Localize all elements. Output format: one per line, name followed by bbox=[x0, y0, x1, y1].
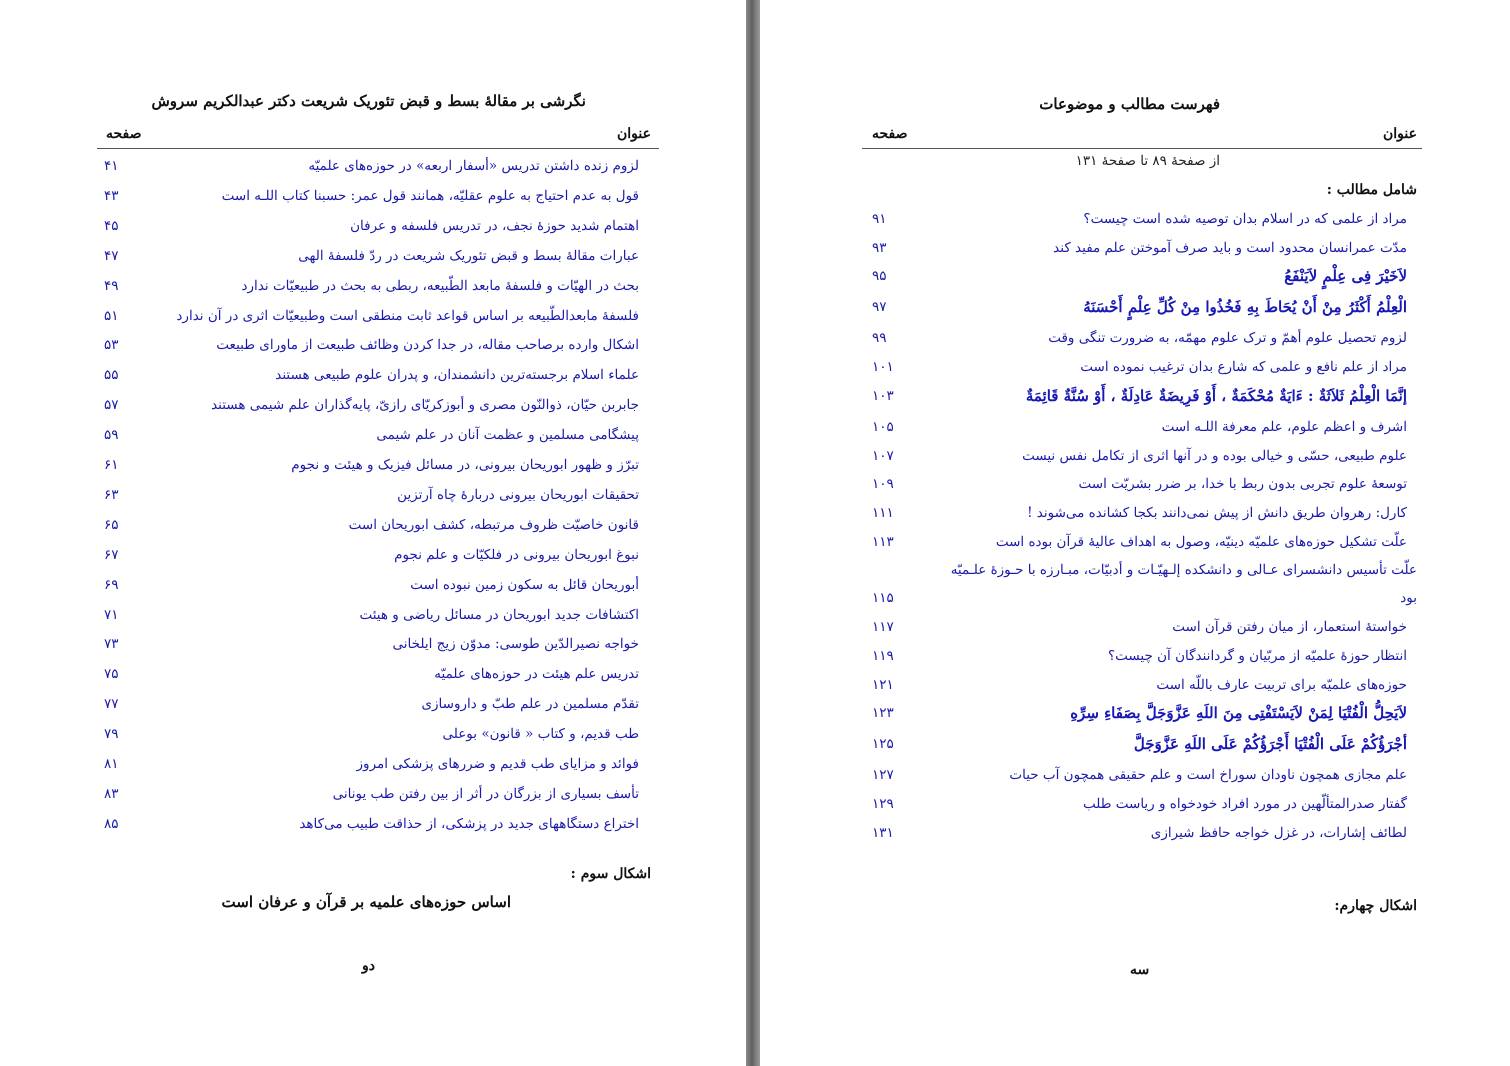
right-header-rule bbox=[862, 148, 1422, 149]
toc-entry-title: أجْرَؤُکُمْ عَلَى الْفُتْیَا أَجْرَؤُکُمْ عَلَى اللَهِ عَزَّوَجَلَّ bbox=[1133, 735, 1407, 754]
toc-entry-title: أبوریحان قائل به سکون زمین نبوده است bbox=[410, 576, 639, 593]
toc-entry-title: فوائد و مزایای طب قدیم و ضررهای پزشکی امروز bbox=[356, 756, 639, 772]
toc-entry-page-number: ۶۱ bbox=[104, 457, 119, 473]
left-section-label: اشکال سوم : bbox=[570, 866, 651, 882]
toc-entry-page-number: ۵۳ bbox=[104, 337, 119, 354]
right-toc-entry[interactable] bbox=[872, 762, 1407, 788]
toc-entry-page-number: ۷۹ bbox=[104, 726, 119, 743]
toc-entry-page-number: ۸۳ bbox=[104, 785, 119, 802]
right-toc-entry[interactable] bbox=[872, 672, 1407, 698]
toc-entry-page-number: ۸۱ bbox=[104, 756, 119, 772]
left-toc-entry[interactable] bbox=[104, 332, 639, 358]
left-section-title: اساس حوزه‌های علمیه بر قرآن و عرفان است bbox=[221, 893, 511, 911]
toc-entry-page-number: ۱۰۷ bbox=[872, 447, 894, 464]
toc-entry-page-number: ۴۱ bbox=[104, 158, 119, 174]
toc-entry-title: قانون خاصیّت ظروف مرتبطه، کشف ابوریحان است bbox=[348, 516, 639, 533]
left-toc-entry[interactable] bbox=[104, 482, 639, 508]
toc-entry-title: خواجه نصیرالدّین طوسی: مدوّن زیج ایلخانی bbox=[392, 636, 639, 653]
toc-entry-title: لاَخَیْرَ فِی عِلْمٍ لاَیَنْفَعُ bbox=[1284, 267, 1407, 286]
toc-entry-title: حوزه‌های علمیّه برای تربیت عارف باللّه است bbox=[1156, 676, 1407, 693]
toc-entry-title: اشکال وارده برصاحب مقاله، در جدا کردن وظائف طبیعت از ماورای طبیعت bbox=[216, 337, 639, 354]
right-toc-entry[interactable] bbox=[872, 643, 1407, 669]
toc-entry-page-number: ۱۰۳ bbox=[872, 387, 894, 404]
toc-entry-page-number: ۱۲۷ bbox=[872, 767, 894, 784]
toc-entry-title: قول به عدم احتیاج به علوم عقلیّه، همانند قول عمر: حسبنا کتاب اللـه است bbox=[221, 187, 639, 204]
right-col-title-header: عنوان bbox=[1383, 126, 1417, 142]
toc-entry-page-number: ۹۷ bbox=[872, 299, 887, 316]
left-toc-entry[interactable] bbox=[104, 392, 639, 418]
left-col-page-header: صفحه bbox=[106, 126, 142, 142]
right-col-page-header: صفحه bbox=[872, 126, 908, 142]
left-toc-entry[interactable] bbox=[104, 243, 639, 269]
toc-entry-page-number: ۹۱ bbox=[872, 211, 887, 227]
toc-entry-title: علّت تشکیل حوزه‌های علمیّه دینیّه، وصول به اهداف عالیهٔ قرآن بوده است bbox=[995, 533, 1407, 550]
toc-entry-page-number: ۵۱ bbox=[104, 307, 119, 324]
left-col-title-header: عنوان bbox=[617, 126, 651, 142]
toc-entry-page-number: ۴۳ bbox=[104, 187, 119, 204]
right-toc-entry[interactable] bbox=[872, 263, 1407, 289]
toc-entry-title: جابربن حیّان، ذوالنّون مصری و أبوزکریّای رازیّ، پایه‌گذاران علم شیمی هستند bbox=[211, 397, 639, 414]
left-toc-entry[interactable] bbox=[104, 721, 639, 747]
left-page-title: نگرشی بر مقالهٔ بسط و قبض تئوریک شریعت دکتر عبدالکریم سروش bbox=[151, 92, 586, 110]
toc-entry-title: مدّت عمرانسان محدود است و باید صرف آموختن علم مفید کند bbox=[1053, 239, 1407, 256]
right-section-label: اشکال چهارم: bbox=[1334, 898, 1417, 914]
toc-entry-title-continued: بود bbox=[1400, 590, 1417, 607]
toc-entry-title: لاَیَحِلُّ الْفُتْیَا لِمَنْ لاَیَسْتَفْتِی مِنَ اللَهِ عَزَّوَجَلَّ بِصَفَاءِ سِرِّهِ bbox=[1070, 704, 1407, 723]
toc-entry-page-number: ۱۱۹ bbox=[872, 648, 894, 664]
toc-entry-title: توسعهٔ علوم تجربی بدون ربط با خدا، بر ضرر بشریّت است bbox=[1078, 476, 1407, 493]
toc-entry-title: تحقیقات ابوریحان بیرونی دربارهٔ چاه آرتزین bbox=[397, 486, 639, 503]
toc-entry-title: تقدّم مسلمین در علم طبّ و داروسازی bbox=[421, 696, 639, 713]
toc-entry-page-number: ۱۱۱ bbox=[872, 504, 894, 521]
toc-entry-page-number: ۹۹ bbox=[872, 330, 887, 347]
toc-entry-page-number: ۱۰۹ bbox=[872, 476, 894, 493]
toc-entry-page-number: ۷۳ bbox=[104, 636, 119, 653]
toc-entry-page-number: ۴۷ bbox=[104, 247, 119, 264]
toc-entry-page-number: ۷۵ bbox=[104, 666, 119, 683]
right-toc-entry[interactable] bbox=[872, 614, 1407, 640]
left-toc-entry[interactable] bbox=[104, 781, 639, 807]
right-toc-entry[interactable] bbox=[872, 700, 1407, 726]
right-toc-entry[interactable] bbox=[872, 235, 1407, 261]
toc-entry-page-number: ۹۳ bbox=[872, 239, 887, 256]
toc-entry-title: علّت تأسیس دانشسرای عـالی و دانشکده إلـهیّـات و أدبیّات، مبـارزه با حـوزهٔ علـمیّه bbox=[950, 562, 1417, 579]
right-toc-entry[interactable] bbox=[872, 529, 1407, 555]
toc-entry-title: لزوم تحصیل علوم أهمّ و ترک علوم مهمّه، به ضرورت تنگی وقت bbox=[1048, 330, 1407, 347]
left-toc-entry[interactable] bbox=[104, 691, 639, 717]
toc-entry-page-number: ۶۷ bbox=[104, 546, 119, 563]
toc-entry-title: اکتشافات جدید ابوریحان در مسائل ریاضی و هیئت bbox=[359, 606, 639, 623]
right-toc-entry[interactable] bbox=[872, 383, 1407, 409]
left-toc-entry[interactable] bbox=[104, 213, 639, 239]
left-page bbox=[0, 0, 746, 1066]
right-toc-entry[interactable] bbox=[872, 471, 1407, 497]
toc-entry-title: علماء اسلام برجسته‌ترین دانشمندان، و پدران علوم طبیعی هستند bbox=[275, 367, 639, 384]
toc-entry-page-number: ۴۵ bbox=[104, 217, 119, 234]
left-toc-entry[interactable] bbox=[104, 572, 639, 598]
right-toc-entry[interactable] bbox=[872, 820, 1407, 846]
toc-entry-title: مراد از علمی که در اسلام بدان توصیه شده است چیست؟ bbox=[1083, 211, 1407, 227]
left-toc-entry[interactable] bbox=[104, 811, 639, 837]
left-header-rule bbox=[97, 148, 659, 149]
toc-entry-page-number: ۱۲۱ bbox=[872, 676, 894, 693]
right-toc-entry[interactable] bbox=[872, 206, 1407, 232]
left-toc-entry[interactable] bbox=[104, 751, 639, 777]
toc-entry-page-number: ۷۱ bbox=[104, 606, 119, 623]
left-toc-entry[interactable] bbox=[104, 542, 639, 568]
toc-entry-title: عبارات مقالهٔ بسط و قبض تئوریک شریعت در ردّ فلسفهٔ الهی bbox=[298, 247, 639, 264]
toc-entry-title: تأسف بسیاری از بزرگان در أثر از بین رفتن طب یونانی bbox=[332, 785, 639, 802]
toc-entry-title: علوم طبیعی، حسّی و خیالی بوده و در آنها اثری از تکامل نفس نیست bbox=[1022, 447, 1407, 464]
toc-entry-title: اهتمام شدید حوزهٔ نجف، در تدریس فلسفه و عرفان bbox=[350, 217, 639, 234]
toc-entry-page-number: ۸۵ bbox=[104, 815, 119, 832]
left-toc-entry[interactable] bbox=[104, 273, 639, 299]
right-toc-entry[interactable] bbox=[872, 294, 1407, 320]
toc-entry-page-number: ۶۵ bbox=[104, 516, 119, 533]
toc-entry-title: انتظار حوزهٔ علمیّه از مربّیان و گردانندگان آن چیست؟ bbox=[1107, 648, 1407, 664]
toc-entry-page-number: ۶۳ bbox=[104, 486, 119, 503]
right-page-title: فهرست مطالب و موضوعات bbox=[1039, 95, 1220, 113]
toc-entry-page-number: ۵۵ bbox=[104, 367, 119, 384]
toc-entry-page-number: ۱۲۵ bbox=[872, 736, 894, 753]
left-toc-entry[interactable] bbox=[104, 631, 639, 657]
toc-entry-title: بحث در الهیّات و فلسفهٔ مابعد الطّبیعه، ربطی به بحث در طبیعیّات ندارد bbox=[241, 277, 639, 294]
toc-entry-title: کارل: رهروان طریق دانش از پیش نمی‌دانند بکجا کشانده می‌شوند ! bbox=[1027, 504, 1407, 521]
toc-entry-title: تبرّز و ظهور ابوریحان بیرونی، در مسائل فیزیک و هیئت و نجوم bbox=[291, 457, 639, 473]
toc-entry-page-number: ۱۰۵ bbox=[872, 418, 894, 435]
right-toc-entry[interactable] bbox=[872, 791, 1407, 817]
toc-entry-page-number: ۹۵ bbox=[872, 268, 887, 285]
toc-entry-title: لطائف إشارات، در غزل خواجه حافظ شیرازی bbox=[1150, 824, 1407, 841]
toc-entry-title: پیشگامی مسلمین و عظمت آنان در علم شیمی bbox=[376, 427, 639, 444]
left-toc-entry[interactable] bbox=[104, 183, 639, 209]
toc-entry-title: لزوم زنده داشتن تدریس «أسفار اربعه» در حوزه‌های علمیّه bbox=[308, 158, 639, 174]
toc-entry-page-number: ۵۹ bbox=[104, 427, 119, 444]
toc-entry-page-number: ۱۱۳ bbox=[872, 533, 894, 550]
right-toc-entry[interactable] bbox=[872, 354, 1407, 380]
right-toc-entry[interactable] bbox=[872, 443, 1407, 469]
toc-entry-page-number: ۱۱۷ bbox=[872, 619, 894, 636]
toc-entry-page-number: ۱۳۱ bbox=[872, 824, 894, 841]
toc-entry-title: فلسفهٔ مابعدالطّبیعه بر اساس قواعد ثابت منطقی است وطبیعیّات اثری در آن ندارد bbox=[176, 307, 639, 324]
right-toc-entry[interactable] bbox=[872, 500, 1407, 526]
toc-entry-page-number: ۱۲۹ bbox=[872, 796, 894, 813]
toc-entry-title: مراد از علم نافع و علمی که شارع بدان ترغیب نموده است bbox=[1080, 359, 1407, 376]
right-toc-entry[interactable] bbox=[872, 414, 1407, 440]
toc-entry-page-number: ۷۷ bbox=[104, 696, 119, 713]
toc-entry-title: نبوغ ابوریحان بیرونی در فلکیّات و علم نجوم bbox=[394, 546, 639, 563]
right-folio: سه bbox=[1130, 962, 1150, 978]
right-page-range: از صفحهٔ ۸۹ تا صفحهٔ ۱۳۱ bbox=[1075, 153, 1220, 169]
toc-entry-page-number: ۵۷ bbox=[104, 397, 119, 414]
toc-entry-title: إنَّمَا الْعِلْمُ ثَلاَثَةٌ : ءَایَةٌ مُحْکَمَةٌ ، أَوْ فَرِیضَةٌ عَادِلَةٌ ، أَوْ سُنَّةٌ قَائِمَةٌ bbox=[1025, 386, 1407, 405]
left-toc-entry[interactable] bbox=[104, 661, 639, 687]
toc-entry-title: تدریس علم هیئت در حوزه‌های علمیّه bbox=[434, 666, 639, 683]
right-includes-label: شامل مطالب : bbox=[1326, 182, 1417, 198]
left-toc-entry[interactable] bbox=[104, 422, 639, 448]
right-page bbox=[760, 0, 1510, 1066]
toc-entry-title: اشرف و اعظم علوم، علم معرفة اللـه است bbox=[1161, 418, 1407, 435]
toc-entry-page-number: ۱۱۵ bbox=[872, 590, 894, 607]
toc-entry-title: طب قدیم، و کتاب « قانون» بوعلی bbox=[442, 726, 639, 743]
left-folio: دو bbox=[362, 958, 375, 974]
left-toc-entry[interactable] bbox=[104, 303, 639, 329]
toc-entry-page-number: ۶۹ bbox=[104, 576, 119, 593]
book-spine bbox=[746, 0, 760, 1066]
toc-entry-page-number: ۴۹ bbox=[104, 277, 119, 294]
toc-entry-title: گفتار صدرالمتألّهین در مورد افراد خودخواه و ریاست طلب bbox=[1082, 796, 1407, 813]
right-toc-entry[interactable] bbox=[872, 557, 1417, 611]
toc-entry-page-number: ۱۲۳ bbox=[872, 705, 894, 722]
right-toc-entry[interactable] bbox=[872, 731, 1407, 757]
left-toc-entry[interactable] bbox=[104, 512, 639, 538]
toc-entry-title: الْعِلْمُ أَكْثَرُ مِنْ أَنْ یُحَاطَ بِهِ فَخُذُوا مِنْ کُلِّ عِلْمٍ أَحْسَنَهُ bbox=[1083, 298, 1407, 317]
left-toc-entry[interactable] bbox=[104, 362, 639, 388]
toc-entry-page-number: ۱۰۱ bbox=[872, 359, 894, 376]
toc-entry-title: خواستهٔ استعمار، از میان رفتن قرآن است bbox=[1172, 619, 1407, 636]
right-toc-entry[interactable] bbox=[872, 325, 1407, 351]
left-toc-entry[interactable] bbox=[104, 452, 639, 478]
toc-entry-title: اختراع دستگاههای جدید در پزشکی، از حذاقت طبیب می‌کاهد bbox=[299, 815, 639, 832]
left-toc-entry[interactable] bbox=[104, 602, 639, 628]
toc-entry-title: علم مجازی همچون ناودان سوراخ است و علم حقیقی همچون آب حیات bbox=[1009, 767, 1407, 784]
left-toc-entry[interactable] bbox=[104, 153, 639, 179]
